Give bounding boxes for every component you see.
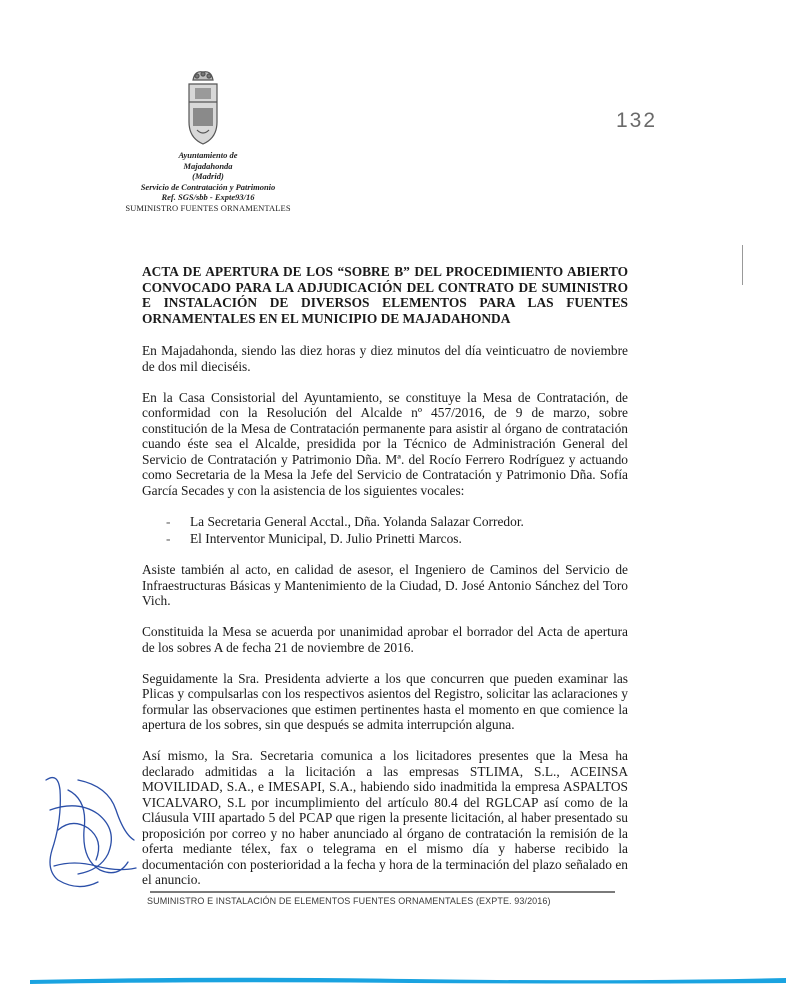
header-line-1: Ayuntamiento de bbox=[178, 150, 238, 160]
page-number: 132 bbox=[616, 109, 658, 132]
document-title: ACTA DE APERTURA DE LOS “SOBRE B” DEL PROCEDIMIENTO ABIERTO CONVOCADO PARA LA ADJUDICACIÓN DEL CONTRATO DE SUMINISTRO E INSTALACIÓN DE DIVERSOS ELEMENTOS PARA LAS FUENTES ORNAMENTALES EN EL MUNICIPIO DE MAJADAHONDA bbox=[142, 264, 628, 326]
footer-title: SUMINISTRO E INSTALACIÓN DE ELEMENTOS FUENTES ORNAMENTALES (EXPTE. 93/2016) bbox=[147, 896, 551, 906]
vocales-list bbox=[142, 514, 628, 547]
header-line-5: Ref. SGS/sbb - Expte93/16 bbox=[161, 192, 255, 202]
footer-divider bbox=[150, 891, 615, 893]
paragraph-examination: Seguidamente la Sra. Presidenta advierte a los que concurren que pueden examinar las Plicas y compulsarlas con los respectivos asientos del Registro, solicitar las aclaraciones y formular las observaciones que estimen pertinentes hasta el momento en que comience la apertura de los sobres, sin que después se admita interrupción alguna. bbox=[142, 670, 628, 732]
margin-mark bbox=[742, 245, 743, 285]
blue-bottom-bar bbox=[30, 971, 786, 980]
header-line-4: Servicio de Contratación y Patrimonio bbox=[140, 181, 276, 192]
paragraph-admission: Así mismo, la Sra. Secretaria comunica a los licitadores presentes que la Mesa ha declarado admitidas a la licitación a las empresas STLIMA, S.L., ACEINSA MOVILIDAD, S.A., e IMESAPI, S.A., habiendo sido inadmitida la empresa ASPALTOS VICALVARO, S.L por incumplimiento del artículo 80.4 del RGLCAP así como de la Cláusula VIII apartado 5 del PCAP que rigen la presente licitación, al haber presentado su proposición por correo y no haber anunciado al órgano de contratación la remisión de la oferta mediante télex, fax o telegrama en el mismo día y haberse recibido la documentación con posterioridad a la fecha y hora de la terminación del plazo señalado en el anuncio. bbox=[142, 748, 628, 887]
paragraph-advisor: Asiste también al acto, en calidad de asesor, el Ingeniero de Caminos del Servicio de Infraestructuras Básicas y Mantenimiento de la Ciudad, D. José Antonio Sánchez del Toro Vich. bbox=[142, 562, 628, 608]
paragraph-constitution: En la Casa Consistorial del Ayuntamiento, se constituye la Mesa de Contratación, de conformidad con la Resolución del Alcalde nº 457/2016, de 9 de marzo, sobre constitución de la Mesa de Contratación permanente para asistir al órgano de contratación cuando éste sea el Alcalde, presidida por la Técnico de Administración General del Servicio de Contratación y Patrimonio Dña. Mª. del Rocío Ferrero Rodríguez y actuando como Secretaria de la Mesa la Jefe del Servicio de Contratación y Patrimonio Dña. Sofía García Secades y con la asistencia de los siguientes vocales: bbox=[142, 389, 628, 498]
header-line-6: SUMINISTRO FUENTES ORNAMENTALES bbox=[125, 202, 291, 213]
list-item: - El Interventor Municipal, D. Julio Prinetti Marcos. bbox=[190, 531, 628, 547]
municipal-crest-icon bbox=[183, 64, 223, 150]
institution-header bbox=[118, 150, 298, 213]
paragraph-date: En Majadahonda, siendo las diez horas y diez minutos del día veinticuatro de noviembre de dos mil dieciséis. bbox=[142, 343, 628, 374]
header-line-3: (Madrid) bbox=[192, 171, 224, 181]
handwritten-signature bbox=[38, 770, 143, 900]
paragraph-approval: Constituida la Mesa se acuerda por unanimidad aprobar el borrador del Acta de apertura de los sobres A de fecha 21 de noviembre de 2016. bbox=[142, 624, 628, 655]
list-item: - La Secretaria General Acctal., Dña. Yolanda Salazar Corredor. bbox=[190, 514, 628, 530]
document-body bbox=[142, 343, 628, 903]
header-line-2: Majadahonda bbox=[183, 160, 233, 171]
